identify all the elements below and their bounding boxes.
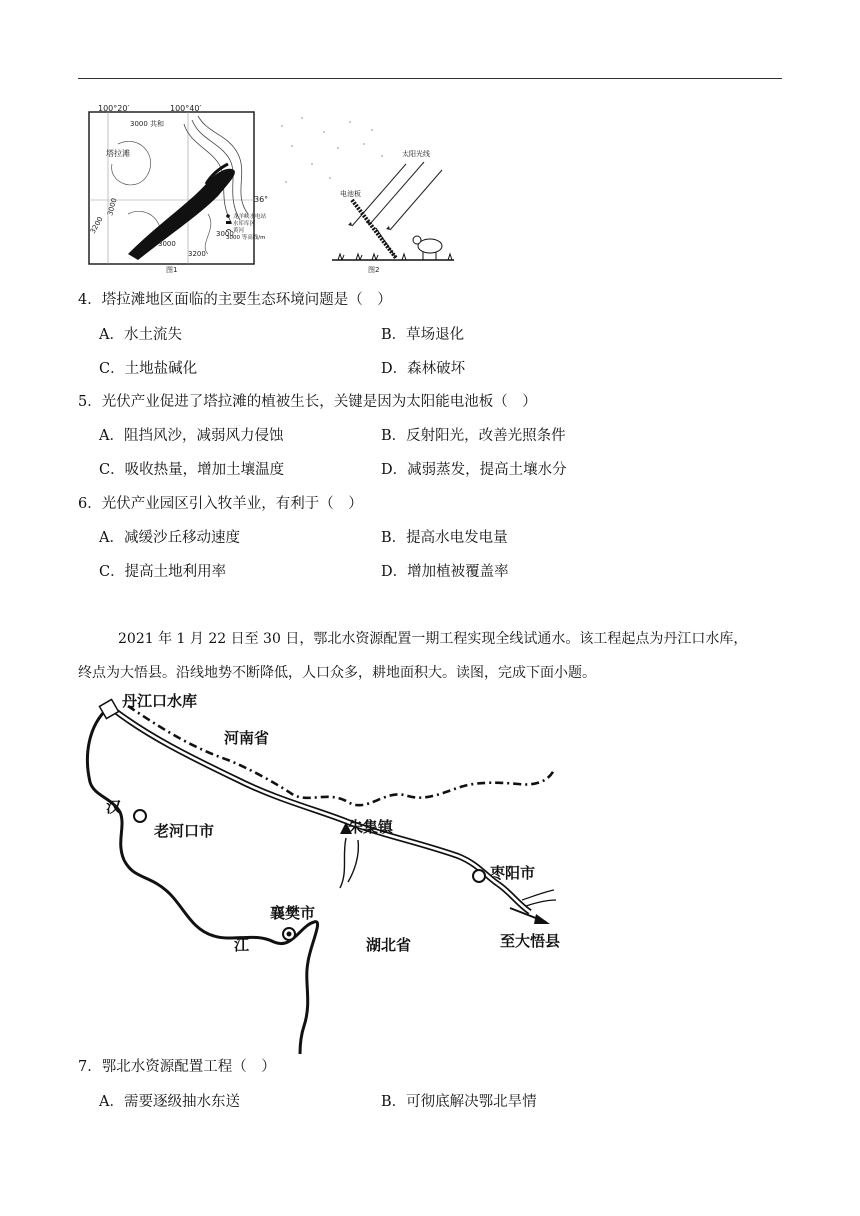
question-5-option-a[interactable]: A．阻挡风沙，减弱风力侵蚀 bbox=[99, 428, 284, 444]
question-4-option-c[interactable]: C．土地盐碱化 bbox=[99, 361, 198, 377]
question-4-option-b[interactable]: B．草场退化 bbox=[381, 327, 465, 343]
contour-label: 3000 bbox=[130, 120, 148, 128]
coord-top-left: 100°20′ bbox=[98, 104, 130, 113]
contour-label: 3000 bbox=[158, 240, 176, 248]
coord-top-right: 100°40′ bbox=[170, 104, 202, 113]
question-7-option-b[interactable]: B．可彻底解决鄂北旱情 bbox=[381, 1094, 537, 1110]
question-7-stem: 7．鄂北水资源配置工程（ ） bbox=[78, 1059, 276, 1075]
question-6-option-a[interactable]: A．减缓沙丘移动速度 bbox=[99, 530, 240, 546]
figure-caption: 图1 bbox=[166, 266, 178, 274]
legend-item: 黄河 bbox=[233, 228, 245, 234]
contour-label: 3200 bbox=[188, 250, 206, 258]
place-label: 共和 bbox=[150, 120, 164, 128]
question-6-option-b[interactable]: B．提高水电发电量 bbox=[381, 530, 508, 546]
question-5-option-c[interactable]: C．吸收热量，增加土壤温度 bbox=[99, 462, 285, 478]
contour-label: 3000 bbox=[216, 230, 234, 238]
label-dawu: 至大悟县 bbox=[500, 932, 561, 950]
reservoir-icon bbox=[226, 221, 231, 224]
question-6-stem: 6．光伏产业园区引入牧羊业，有利于（ ） bbox=[78, 496, 363, 512]
sun-ray-label: 太阳光线 bbox=[402, 150, 430, 158]
legend-item: 水库库区 bbox=[233, 221, 256, 227]
panel-label: 电池板 bbox=[340, 190, 361, 198]
coord-right: 36° bbox=[254, 195, 268, 204]
contour-label: 3000 bbox=[106, 197, 119, 217]
contour-label: 3200 bbox=[88, 215, 105, 235]
label-danjiangkou: 丹江口水库 bbox=[122, 692, 198, 710]
legend-item: 龙羊峡水电站 bbox=[233, 214, 267, 220]
passage-line-1: 2021 年 1 月 22 日至 30 日，鄂北水资源配置一期工程实现全线试通水。该工程起点为丹江口水库， bbox=[118, 631, 748, 647]
label-han: 汉 bbox=[106, 798, 122, 816]
question-4-stem: 4．塔拉滩地区面临的主要生态环境问题是（ ） bbox=[78, 292, 392, 308]
question-5-stem: 5．光伏产业促进了塔拉滩的植被生长，关键是因为太阳能电池板（ ） bbox=[78, 394, 537, 410]
power-station-icon bbox=[226, 214, 230, 218]
question-4-option-d[interactable]: D．森林破坏 bbox=[381, 361, 466, 377]
sheep-icon bbox=[413, 236, 442, 260]
question-5-option-b[interactable]: B．反射阳光，改善光照条件 bbox=[381, 428, 566, 444]
question-6-option-c[interactable]: C．提高土地利用率 bbox=[99, 564, 227, 580]
legend-item: 3000 等高线/m bbox=[226, 235, 266, 241]
label-laohekou: 老河口市 bbox=[154, 822, 215, 840]
question-6-option-d[interactable]: D．增加植被覆盖率 bbox=[381, 564, 509, 580]
question-7-option-a[interactable]: A．需要逐级抽水东送 bbox=[99, 1094, 240, 1110]
passage-line-2: 终点为大悟县。沿线地势不断降低，人口众多，耕地面积大。读图，完成下面小题。 bbox=[78, 665, 596, 681]
figure-caption: 图2 bbox=[368, 266, 380, 274]
place-label: 塔拉滩 bbox=[106, 149, 130, 158]
header-rule bbox=[78, 78, 782, 79]
question-4-option-a[interactable]: A．水土流失 bbox=[99, 327, 182, 343]
label-jiang: 江 bbox=[234, 936, 250, 954]
zaoyang-marker bbox=[473, 870, 485, 882]
figure2-diagram bbox=[272, 104, 458, 274]
figure1-map bbox=[88, 104, 268, 274]
label-henan: 河南省 bbox=[224, 729, 270, 747]
question-5-option-d[interactable]: D．减弱蒸发，提高土壤水分 bbox=[381, 462, 567, 478]
water-project-map bbox=[78, 686, 578, 1054]
laohekou-marker bbox=[134, 810, 146, 822]
label-xiangfan: 襄樊市 bbox=[270, 904, 316, 922]
label-zaoyang: 枣阳市 bbox=[490, 864, 536, 882]
label-zhuji: 朱集镇 bbox=[348, 818, 394, 836]
label-hubei: 湖北省 bbox=[366, 936, 412, 954]
branch-river bbox=[340, 838, 358, 888]
